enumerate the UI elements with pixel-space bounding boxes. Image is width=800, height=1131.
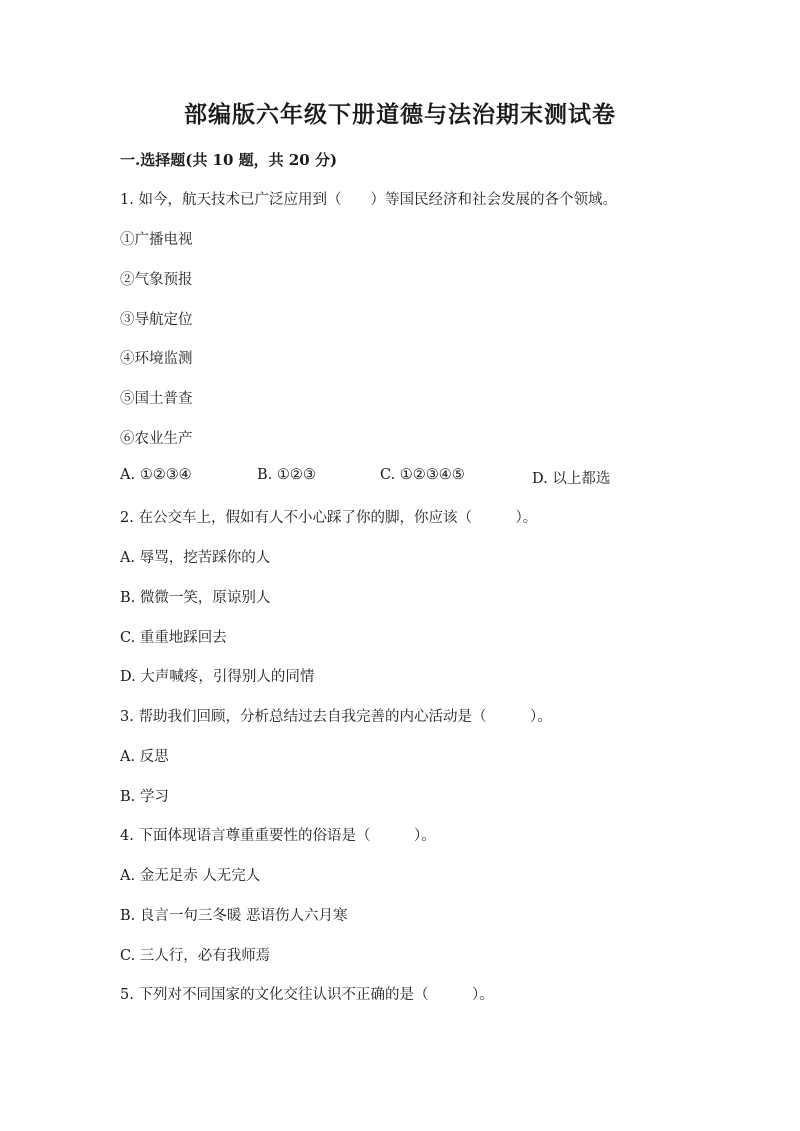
question-1-item: ①广播电视 [120,232,193,248]
question-1-item: ④环境监测 [120,351,193,367]
question-1-choice-a: A. ①②③④ [120,467,192,483]
question-2-stem: 2. 在公交车上，假如有人不小心踩了你的脚，你应该（ ）。 [120,510,538,526]
question-2-choice-d: D. 大声喊疼，引得别人的同情 [120,669,315,685]
question-1-stem: 1. 如今，航天技术已广泛应用到（ ）等国民经济和社会发展的各个领域。 [120,192,617,208]
question-2-choice-a: A. 辱骂，挖苦踩你的人 [120,550,271,566]
question-4-choice-b: B. 良言一句三冬暖 恶语伤人六月寒 [120,908,348,924]
question-2-choice-c: C. 重重地踩回去 [120,630,227,646]
question-2-choice-b: B. 微微一笑，原谅别人 [120,590,271,606]
question-1-choice-c: C. ①②③④⑤ [380,467,465,483]
section-heading: 一.选择题(共 10 题，共 20 分) [120,151,338,169]
question-4-stem: 4. 下面体现语言尊重重要性的俗语是（ ）。 [120,828,436,844]
question-1-item: ③导航定位 [120,312,193,328]
question-5-stem: 5. 下列对不同国家的文化交往认识不正确的是（ ）。 [120,987,494,1003]
question-1-item: ②气象预报 [120,272,193,288]
question-4-choice-a: A. 金无足赤 人无完人 [120,868,261,884]
question-4-choice-c: C. 三人行，必有我师焉 [120,948,271,964]
question-3-choice-b: B. 学习 [120,789,169,805]
question-1-choice-d: D. 以上都选 [532,471,611,487]
question-1-choice-b: B. ①②③ [257,467,316,483]
question-1-item: ⑤国土普查 [120,391,193,407]
question-1-item: ⑥农业生产 [120,431,193,447]
page-title: 部编版六年级下册道德与法治期末测试卷 [184,101,616,128]
question-3-stem: 3. 帮助我们回顾，分析总结过去自我完善的内心活动是（ ）。 [120,709,552,725]
question-3-choice-a: A. 反思 [120,749,169,765]
